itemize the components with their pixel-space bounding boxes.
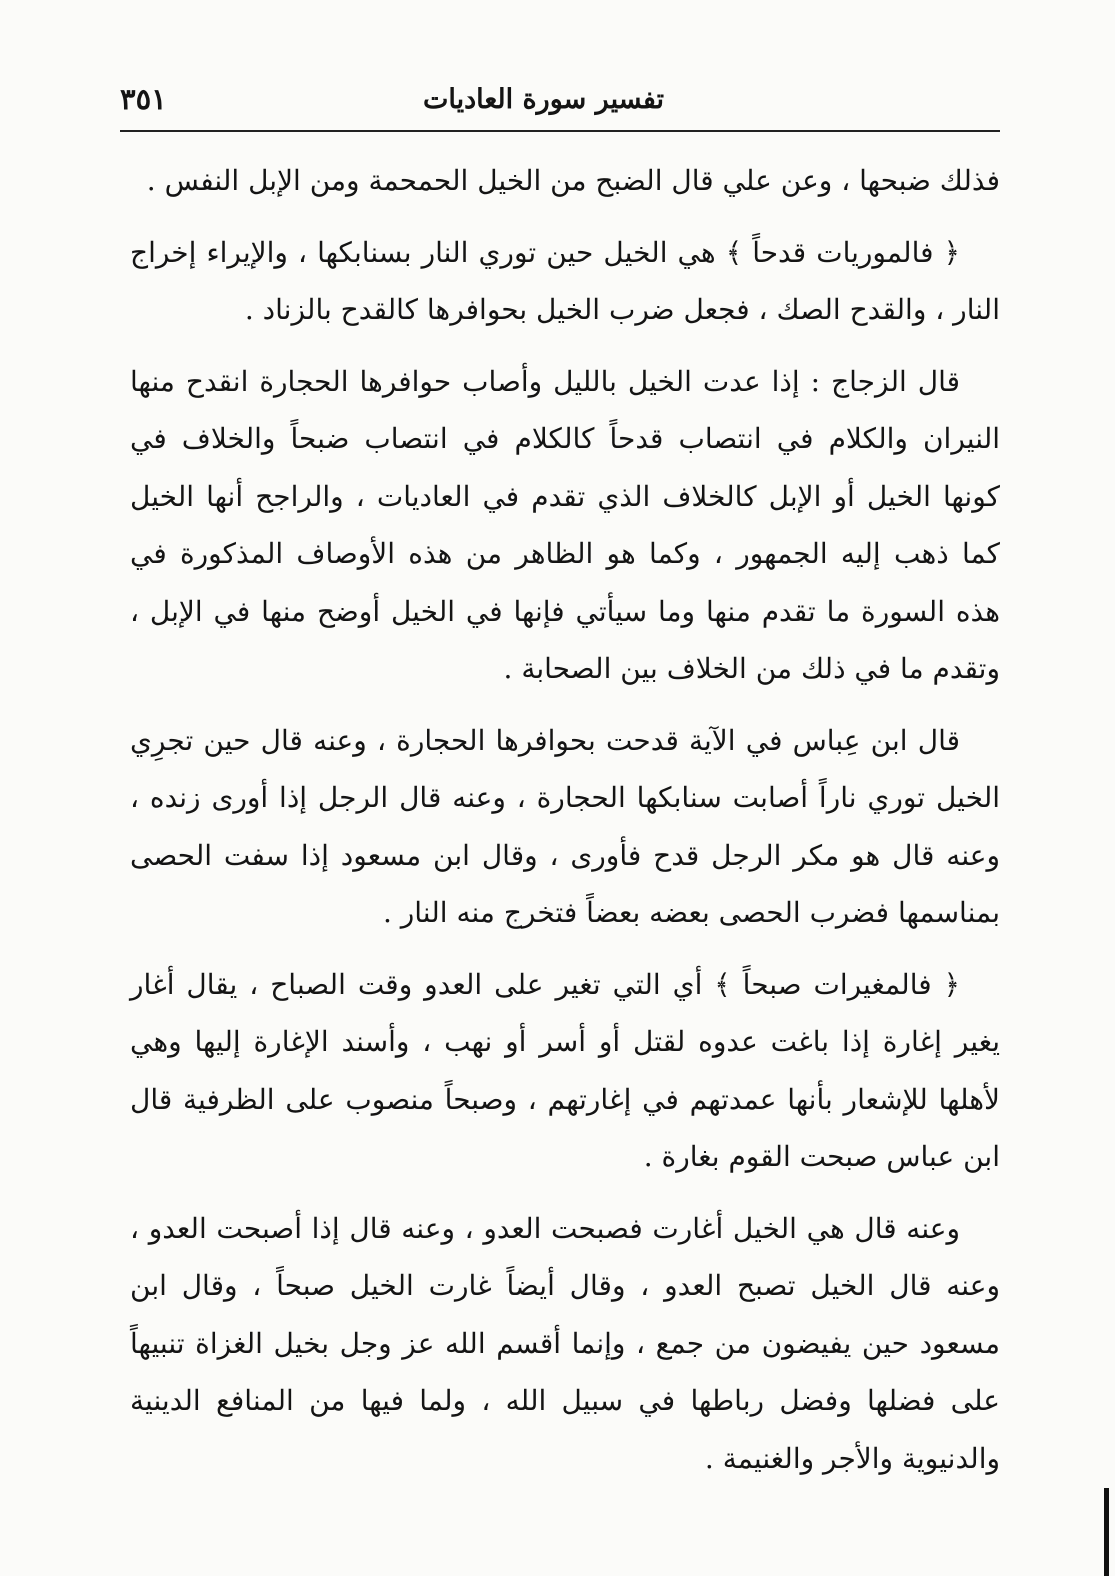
paragraph-6: وعنه قال هي الخيل أغارت فصبحت العدو ، وعنه قال إذا أصبحت العدو ، وعنه قال الخيل تصبح العدو ، وقال أيضاً غارت الخيل صبحاً ، وقال ابن مسعود حين يفيضون من جمع ، وإنما أقسم الله عز وجل بخيل الغزاة تنبيهاً على فضلها وفضل رباطها في سبيل الله ، ولما فيها من المنافع الدينية والدنيوية والأجر والغنيمة .	[130, 1211, 1000, 1475]
paragraph-4: قال ابن عِباس في الآية قدحت بحوافرها الحجارة ، وعنه قال حين تجرِي الخيل توري ناراً أصابت سنابكها الحجارة ، وعنه قال الرجل إذا أورى زنده ، وعنه قال هو مكر الرجل قدح فأورى ، وقال ابن مسعود إذا سفت الحصى بمناسمها فضرب الحصى بعضه بعضاً فتخرج منه النار .	[130, 723, 1000, 929]
running-header	[120, 80, 1000, 126]
paragraph-1: فذلك ضبحها ، وعن علي قال الضبح من الخيل الحمحمة ومن الإبل النفس .	[146, 164, 1000, 197]
page-edge-mark	[1104, 1488, 1109, 1576]
paragraph-3: قال الزجاج : إذا عدت الخيل بالليل وأصاب حوافرها الحجارة انقدح منها النيران والكلام في انتصاب قدحاً كالكلام في انتصاب ضبحاً والخلاف في كونها الخيل أو الإبل كالخلاف الذي تقدم في العاديات ، والراجح أنها الخيل كما ذهب إليه الجمهور ، وكما هو الظاهر من هذه الأوصاف المذكورة في هذه السورة ما تقدم منها وما سيأتي فإنها في الخيل أوضح منها في الإبل ، وتقدم ما في ذلك من الخلاف بين الصحابة .	[130, 364, 1000, 685]
chapter-title: تفسير سورة العاديات	[422, 84, 664, 115]
paragraph-2: ﴿ فالموريات قدحاً ﴾ هي الخيل حين توري النار بسنابكها ، والإيراء إخراج النار ، والقدح الصك ، فجعل ضرب الخيل بحوافرها كالقدح بالزناد .	[130, 235, 1000, 326]
header-divider	[120, 130, 1000, 132]
page-number: ٣٥١	[120, 82, 167, 116]
paragraph-5: ﴿ فالمغيرات صبحاً ﴾ أي التي تغير على العدو وقت الصباح ، يقال أغار يغير إغارة إذا باغت عدوه لقتل أو أسر أو نهب ، وأسند الإغارة إليها وهي لأهلها للإشعار بأنها عمدتهم في إغارتهم ، وصبحاً منصوب على الظرفية قال ابن عباس صبحت القوم بغارة .	[130, 967, 1000, 1173]
body-text	[130, 152, 1000, 1501]
